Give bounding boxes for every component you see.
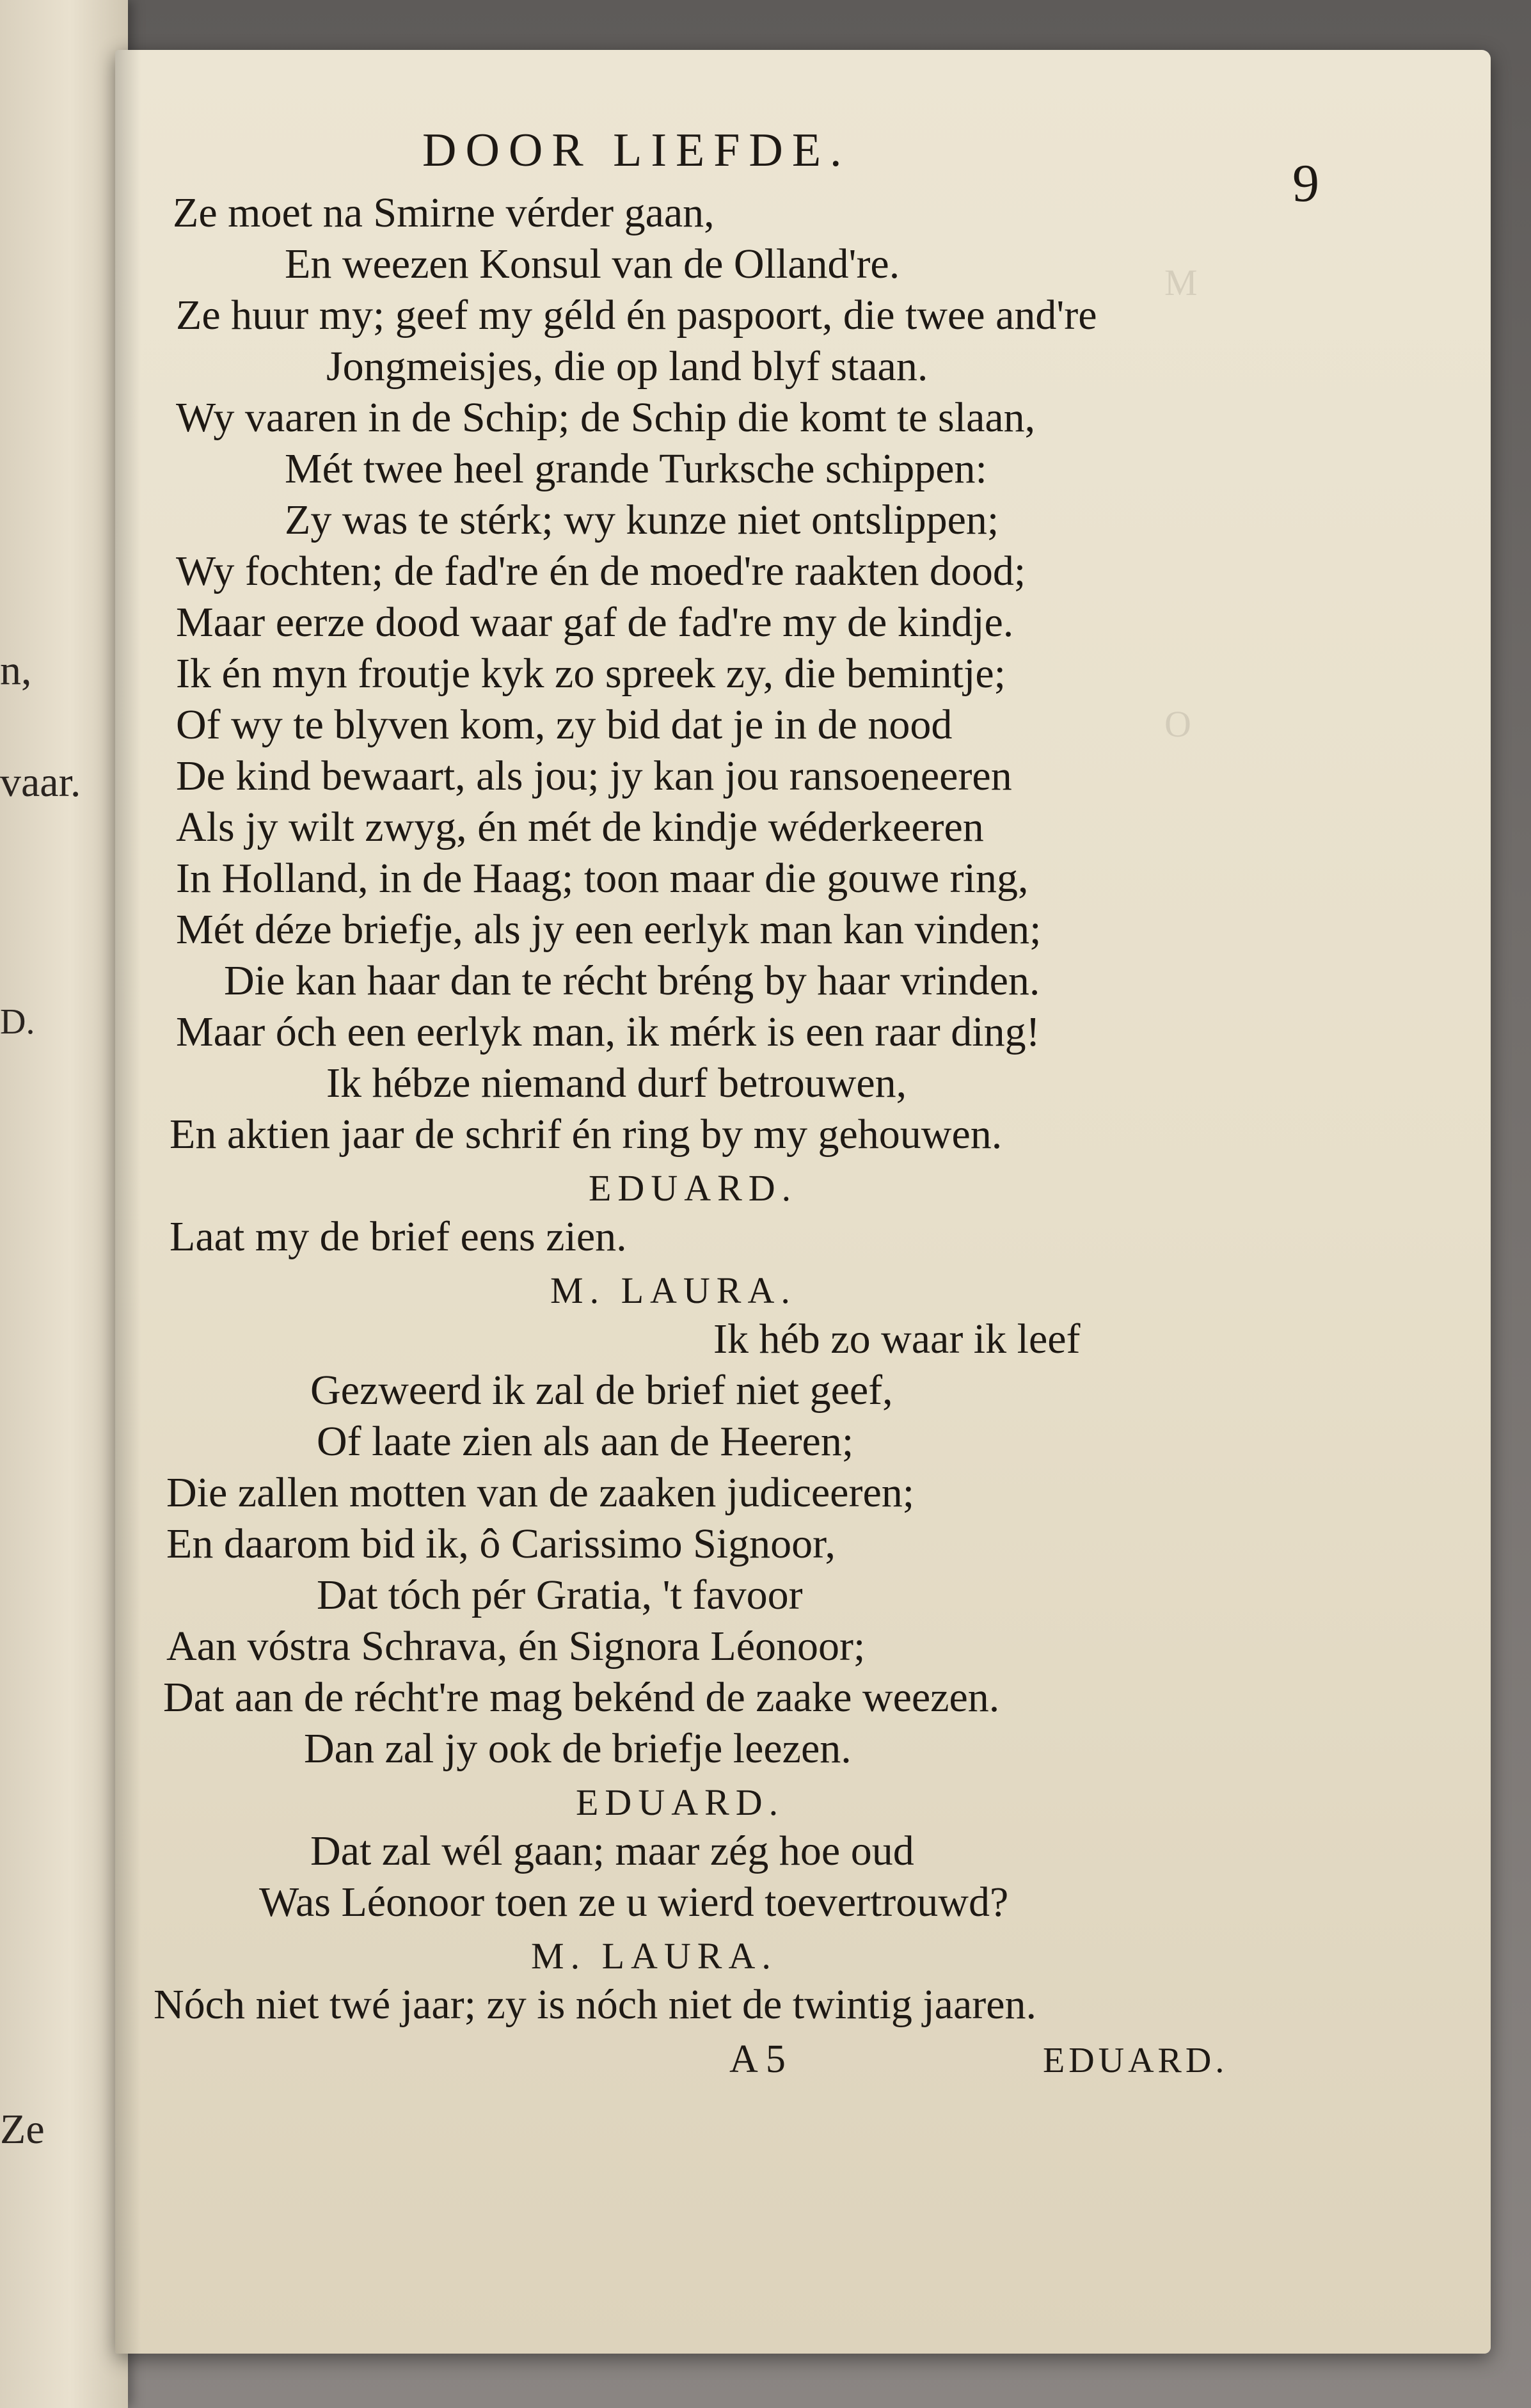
verse-line: Ik én myn froutje kyk zo spreek zy, die bemintje; — [176, 650, 1006, 697]
verse-line: Dat tóch pér Gratia, 't favoor — [317, 1572, 803, 1618]
verse-line: En aktien jaar de schrif én ring by my gehouwen. — [170, 1111, 1003, 1158]
verse-line: Wy vaaren in de Schip; de Schip die komt te slaan, — [176, 394, 1036, 441]
verse-line: Gezweerd ik zal de brief niet geef, — [310, 1367, 893, 1414]
verse-line: En daarom bid ik, ô Carissimo Signoor, — [166, 1520, 836, 1567]
speaker-name: M. LAURA. — [531, 1935, 777, 1977]
verse-line: De kind bewaart, als jou; jy kan jou ransoeneeren — [176, 753, 1012, 799]
left-page-fragment: D. — [0, 1002, 35, 1042]
verse-line: Jongmeisjes, die op land blyf staan. — [326, 343, 928, 390]
verse-line: Was Léonoor toen ze u wierd toevertrouwd? — [259, 1879, 1009, 1926]
verse-line: Ze huur my; geef my géld én paspoort, die twee and're — [176, 292, 1097, 339]
verse-line: Als jy wilt zwyg, én mét de kindje wéderkeeren — [176, 804, 984, 850]
verse-line: Aan vóstra Schrava, én Signora Léonoor; — [166, 1623, 866, 1670]
verse-line: En weezen Konsul van de Olland're. — [285, 241, 900, 287]
verse-line: Dat aan de récht're mag bekénd de zaake weezen. — [163, 1674, 1000, 1721]
page-number: 9 — [1292, 154, 1319, 213]
signature-mark: A 5 — [729, 2037, 786, 2081]
verse-line: Dat zal wél gaan; maar zég hoe oud — [310, 1828, 914, 1874]
running-title: DOOR LIEFDE. — [422, 124, 851, 177]
verse-line: Wy fochten; de fad're én de moed're raakten dood; — [176, 548, 1026, 594]
verse-line: In Holland, in de Haag; toon maar die gouwe ring, — [176, 855, 1029, 902]
verse-line: Mét twee heel grande Turksche schippen: — [285, 445, 987, 492]
speaker-name: EDUARD. — [589, 1167, 798, 1209]
show-through-text: O — [1164, 703, 1191, 745]
verse-line: Nóch niet twé jaar; zy is nóch niet de twintig jaaren. — [154, 1981, 1037, 2028]
verse-line: Die kan haar dan te récht bréng by haar vrinden. — [224, 957, 1040, 1004]
verse-line: Of laate zien als aan de Heeren; — [317, 1418, 854, 1465]
verse-line: Dan zal jy ook de briefje leezen. — [304, 1725, 852, 1772]
left-page-fragment: Ze — [0, 2106, 45, 2153]
left-page-fragment: n, — [0, 647, 32, 694]
verse-line: Die zallen motten van de zaaken judiceeren; — [166, 1469, 915, 1516]
left-page-fragment: vaar. — [0, 759, 81, 806]
verse-line: Zy was te stérk; wy kunze niet ontslippen; — [285, 497, 999, 543]
verse-line: Maar óch een eerlyk man, ik mérk is een raar ding! — [176, 1009, 1040, 1055]
verse-line: Laat my de brief eens zien. — [170, 1213, 627, 1260]
facing-page-left — [0, 0, 128, 2408]
verse-line: Ik hébze niemand durf betrouwen, — [326, 1060, 907, 1106]
speaker-name: M. LAURA. — [550, 1270, 797, 1311]
speaker-name: EDUARD. — [576, 1782, 785, 1823]
verse-line: Maar eerze dood waar gaf de fad're my de kindje. — [176, 599, 1014, 646]
catchword: EDUARD. — [1043, 2041, 1228, 2080]
verse-line: Ik héb zo waar ik leef — [713, 1316, 1081, 1362]
verse-line: Mét déze briefje, als jy een eerlyk man kan vinden; — [176, 906, 1042, 953]
verse-line: Ze moet na Smirne vérder gaan, — [173, 189, 715, 236]
verse-line: Of wy te blyven kom, zy bid dat je in de nood — [176, 701, 953, 748]
book-page — [115, 50, 1491, 2354]
show-through-text: M — [1164, 262, 1198, 303]
